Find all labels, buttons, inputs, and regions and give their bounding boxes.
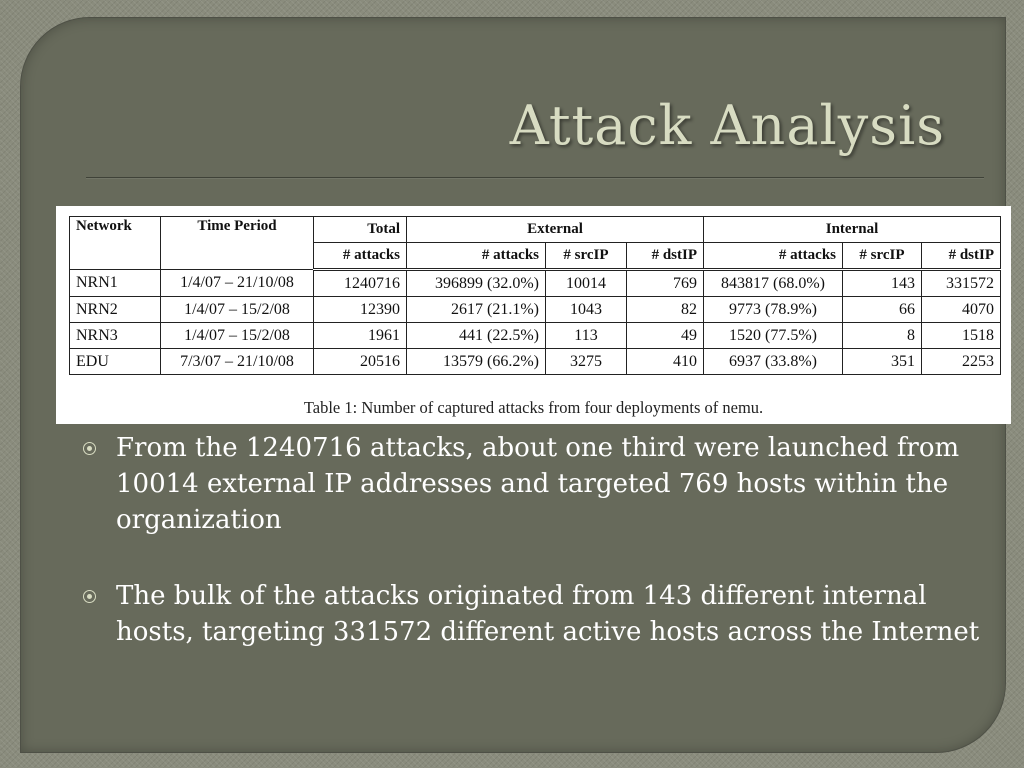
bullet-list: [83, 430, 983, 690]
header-ext-attacks: # attacks: [407, 243, 546, 270]
header-time-period: Time Period: [161, 217, 314, 270]
cell-total: 20516: [314, 349, 407, 375]
bullet-item: [83, 430, 983, 538]
bullet-item: [83, 578, 983, 650]
cell-ext-dstip: 769: [627, 270, 704, 297]
header-ext-srcip: # srcIP: [546, 243, 627, 270]
attacks-table: [69, 216, 1001, 375]
cell-int-srcip: 351: [843, 349, 922, 375]
cell-period: 1/4/07 – 15/2/08: [161, 323, 314, 349]
cell-ext-srcip: 113: [546, 323, 627, 349]
circle-bullet-icon: [83, 590, 96, 603]
cell-ext-srcip: 10014: [546, 270, 627, 297]
cell-int-srcip: 66: [843, 297, 922, 323]
cell-period: 1/4/07 – 21/10/08: [161, 270, 314, 297]
cell-network: NRN2: [70, 297, 161, 323]
table-caption: Table 1: Number of captured attacks from four deployments of nemu.: [303, 398, 764, 417]
cell-int-attacks: 9773 (78.9%): [704, 297, 843, 323]
slide-panel: [20, 17, 1006, 753]
cell-ext-attacks: 13579 (66.2%): [407, 349, 546, 375]
cell-int-srcip: 8: [843, 323, 922, 349]
header-total-attacks: # attacks: [314, 243, 407, 270]
bullet-text: From the 1240716 attacks, about one third were launched from 10014 external IP addresses and targeted 769 hosts within the organization: [116, 433, 960, 535]
cell-network: EDU: [70, 349, 161, 375]
table-row: [70, 297, 1001, 323]
table-row: [70, 323, 1001, 349]
page-title: Attack Analysis: [509, 94, 945, 157]
table-row: [70, 349, 1001, 375]
cell-total: 12390: [314, 297, 407, 323]
circle-bullet-icon: [83, 442, 96, 455]
header-int-attacks: # attacks: [704, 243, 843, 270]
header-ext-dstip: # dstIP: [627, 243, 704, 270]
header-int-srcip: # srcIP: [843, 243, 922, 270]
cell-int-dstip: 331572: [922, 270, 1001, 297]
cell-int-attacks: 1520 (77.5%): [704, 323, 843, 349]
header-total: Total: [314, 217, 407, 243]
bullet-text: The bulk of the attacks originated from 143 different internal hosts, targeting 331572 different active hosts across the Internet: [116, 581, 980, 647]
header-int-dstip: # dstIP: [922, 243, 1001, 270]
cell-ext-dstip: 82: [627, 297, 704, 323]
title-divider: [86, 177, 984, 178]
cell-ext-attacks: 396899 (32.0%): [407, 270, 546, 297]
cell-ext-srcip: 3275: [546, 349, 627, 375]
cell-int-dstip: 2253: [922, 349, 1001, 375]
cell-ext-attacks: 441 (22.5%): [407, 323, 546, 349]
header-network: Network: [70, 217, 161, 270]
header-external: External: [407, 217, 704, 243]
cell-ext-dstip: 49: [627, 323, 704, 349]
header-internal: Internal: [704, 217, 1001, 243]
table-image: [56, 206, 1011, 424]
cell-ext-attacks: 2617 (21.1%): [407, 297, 546, 323]
cell-int-attacks: 843817 (68.0%): [704, 270, 843, 297]
cell-ext-dstip: 410: [627, 349, 704, 375]
table-header-row: [70, 217, 1001, 243]
cell-total: 1240716: [314, 270, 407, 297]
cell-network: NRN1: [70, 270, 161, 297]
cell-int-attacks: 6937 (33.8%): [704, 349, 843, 375]
cell-period: 7/3/07 – 21/10/08: [161, 349, 314, 375]
table-row: [70, 270, 1001, 297]
cell-int-dstip: 4070: [922, 297, 1001, 323]
cell-int-dstip: 1518: [922, 323, 1001, 349]
cell-network: NRN3: [70, 323, 161, 349]
cell-period: 1/4/07 – 15/2/08: [161, 297, 314, 323]
cell-int-srcip: 143: [843, 270, 922, 297]
cell-ext-srcip: 1043: [546, 297, 627, 323]
cell-total: 1961: [314, 323, 407, 349]
